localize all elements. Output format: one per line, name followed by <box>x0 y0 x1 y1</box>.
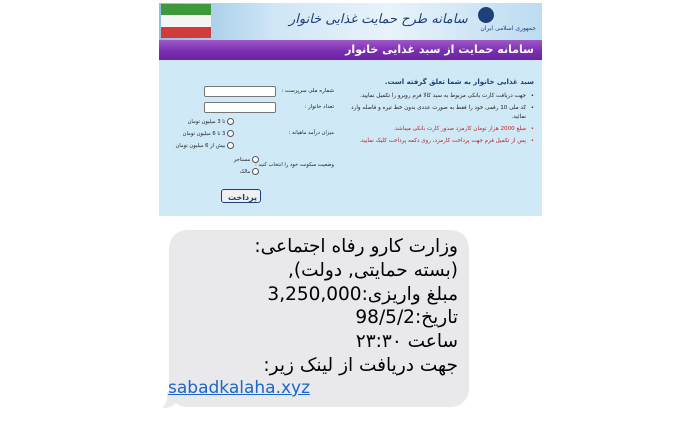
banner-title: سامانه طرح حمایت غذایی خانوار <box>289 12 468 27</box>
title-bar <box>159 40 542 60</box>
housing-label: وضعیت سکونت خود را انتخاب کنید : <box>255 162 334 168</box>
sms-line: وزارت کارو رفاه اجتماعی: <box>254 236 458 257</box>
radio-icon[interactable] <box>252 168 259 175</box>
registration-form <box>174 86 334 182</box>
national-id-input[interactable] <box>204 86 276 97</box>
iran-flag-icon <box>161 4 211 38</box>
site-banner <box>159 3 542 40</box>
income-option-3[interactable]: بیش از 6 میلیون تومان <box>175 142 234 149</box>
income-label: میزان درآمد ماهیانه : <box>288 130 334 136</box>
family-count-input[interactable] <box>204 102 276 113</box>
emblem-icon <box>478 7 494 23</box>
national-id-label: شماره ملی سرپرست : <box>281 88 334 94</box>
sms-line: ساعت ۲۳:۳۰ <box>355 331 458 352</box>
sms-link[interactable]: sabadkalaha.xyz <box>168 378 311 398</box>
income-option-1[interactable]: تا 3 میلیون تومان <box>188 118 234 125</box>
sms-line: جهت دریافت از لینک زیر: <box>263 355 458 376</box>
info-item: • مبلغ 2000 هزار تومان کارمزد صدور کارت بانکی میباشد. <box>349 125 534 134</box>
radio-icon[interactable] <box>227 142 234 149</box>
banner-org: جمهوری اسلامی ایران <box>480 25 536 32</box>
info-item: • پس از تکمیل فرم جهت پرداخت کارمزد، روی دکمه پرداخت کلیک نمایید. <box>349 137 534 146</box>
info-heading: سبد غذایی خانوار به شما تعلق گرفته است. <box>384 78 534 86</box>
info-item: • کد ملی 10 رقمی خود را فقط به صورت عددی بدون خط تیره و فاصله وارد نمائید. <box>349 104 534 122</box>
radio-icon[interactable] <box>227 130 234 137</box>
housing-option-owner[interactable]: مالک <box>240 168 259 175</box>
family-count-row <box>174 102 334 118</box>
sms-line: (بسته حمایتی, دولت), <box>287 260 458 281</box>
sms-line: تاریخ:98/5/2 <box>355 307 458 328</box>
radio-icon[interactable] <box>227 118 234 125</box>
family-count-label: تعداد خانوار : <box>304 104 334 110</box>
info-panel <box>349 78 534 149</box>
pay-button[interactable]: پرداخت <box>221 189 261 203</box>
info-item: • جهت دریافت کارت بانکی مربوط به سبد کالا فرم روبرو را تکمیل نمایید. <box>349 92 534 101</box>
phishing-site-screenshot <box>159 3 542 216</box>
national-id-row <box>174 86 334 102</box>
income-option-2[interactable]: 3 تا 6 میلیون تومان <box>183 130 234 137</box>
income-group <box>174 118 334 156</box>
housing-group <box>174 156 334 182</box>
sms-line: مبلغ واریزی:3,250,000 <box>267 284 458 305</box>
housing-option-tenant[interactable]: مستاجر <box>234 156 259 163</box>
page-title: سامانه حمایت از سبد غذایی خانوار <box>345 43 534 56</box>
